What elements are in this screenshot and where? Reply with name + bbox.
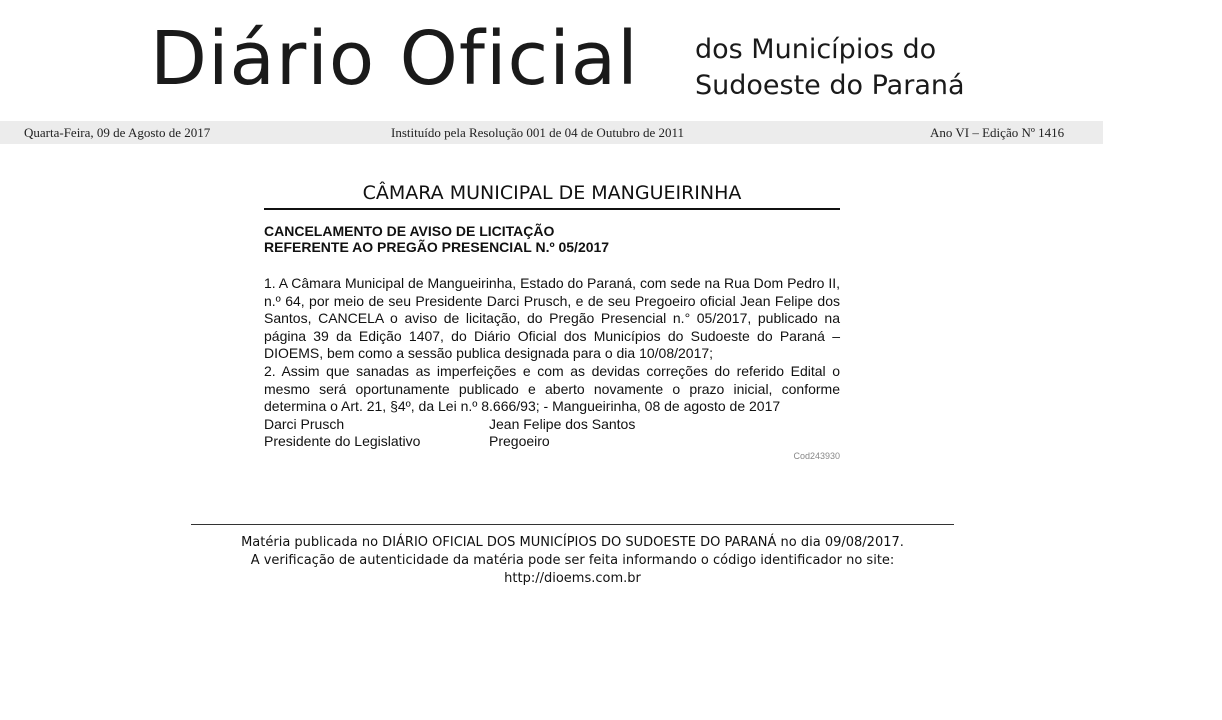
- paragraph-2: 2. Assim que sanadas as imperfeições e com as devidas correções do referido Edital o mesmo será oportunamente publicado e aberto novamente o prazo inicial, conforme determina o Art. 21, §4º, da Lei n.º 8.666/93; - Mangueirinha, 08 de agosto de 2017: [264, 362, 840, 415]
- article: [264, 180, 840, 461]
- signatory-right-role: Pregoeiro: [489, 433, 550, 450]
- edition-number: Ano VI – Edição Nº 1416: [930, 125, 1065, 140]
- subtitle-line-2: Sudoeste do Paraná: [695, 70, 965, 101]
- issue-date: Quarta-Feira, 09 de Agosto de 2017: [24, 125, 211, 140]
- signatory-left-name: Darci Prusch: [264, 415, 345, 432]
- footer-line-2: A verificação de autenticidade da matéria pode ser feita informando o código identificador no site:: [250, 553, 895, 568]
- institution-note: Instituído pela Resolução 001 de 04 de Outubro de 2011: [391, 125, 685, 140]
- footer-line-1: Matéria publicada no DIÁRIO OFICIAL DOS MUNICÍPIOS DO SUDOESTE DO PARANÁ no dia 09/08/2017.: [241, 535, 904, 550]
- notice-title: [264, 223, 840, 255]
- subtitle-line-1: dos Municípios do: [695, 34, 937, 65]
- footer: [191, 534, 954, 588]
- chamber-heading: CÂMARA MUNICIPAL DE MANGUEIRINHA: [264, 180, 840, 210]
- signature-block: [264, 416, 840, 451]
- masthead: [0, 0, 1222, 120]
- newspaper-title: Diário Oficial: [150, 16, 639, 102]
- signatory-right-name: Jean Felipe dos Santos: [489, 415, 636, 432]
- footer-link[interactable]: http://dioems.com.br: [504, 571, 641, 586]
- footer-divider: [191, 524, 954, 525]
- info-bar: [0, 121, 1103, 144]
- notice-body: [264, 275, 840, 416]
- signatory-left-role: Presidente do Legislativo: [264, 433, 421, 450]
- paragraph-1: 1. A Câmara Municipal de Mangueirinha, Estado do Paraná, com sede na Rua Dom Pedro II, n.º 64, por meio de seu Presidente Darci Prusch, e de seu Pregoeiro oficial Jean Felipe dos Santos, CANCELA o aviso de licitação, do Pregão Presencial n.° 05/2017, publicado na página 39 da Edição 1407, do Diário Oficial dos Municípios do Sudoeste do Paraná – DIOEMS, bem como a sessão publica designada para o dia 10/08/2017;: [264, 275, 840, 362]
- newspaper-subtitle: [695, 32, 965, 104]
- notice-title-line-1: CANCELAMENTO DE AVISO DE LICITAÇÃO: [264, 223, 555, 239]
- document-code: Cod243930: [793, 450, 840, 461]
- notice-title-line-2: REFERENTE AO PREGÃO PRESENCIAL N.º 05/2017: [264, 239, 610, 255]
